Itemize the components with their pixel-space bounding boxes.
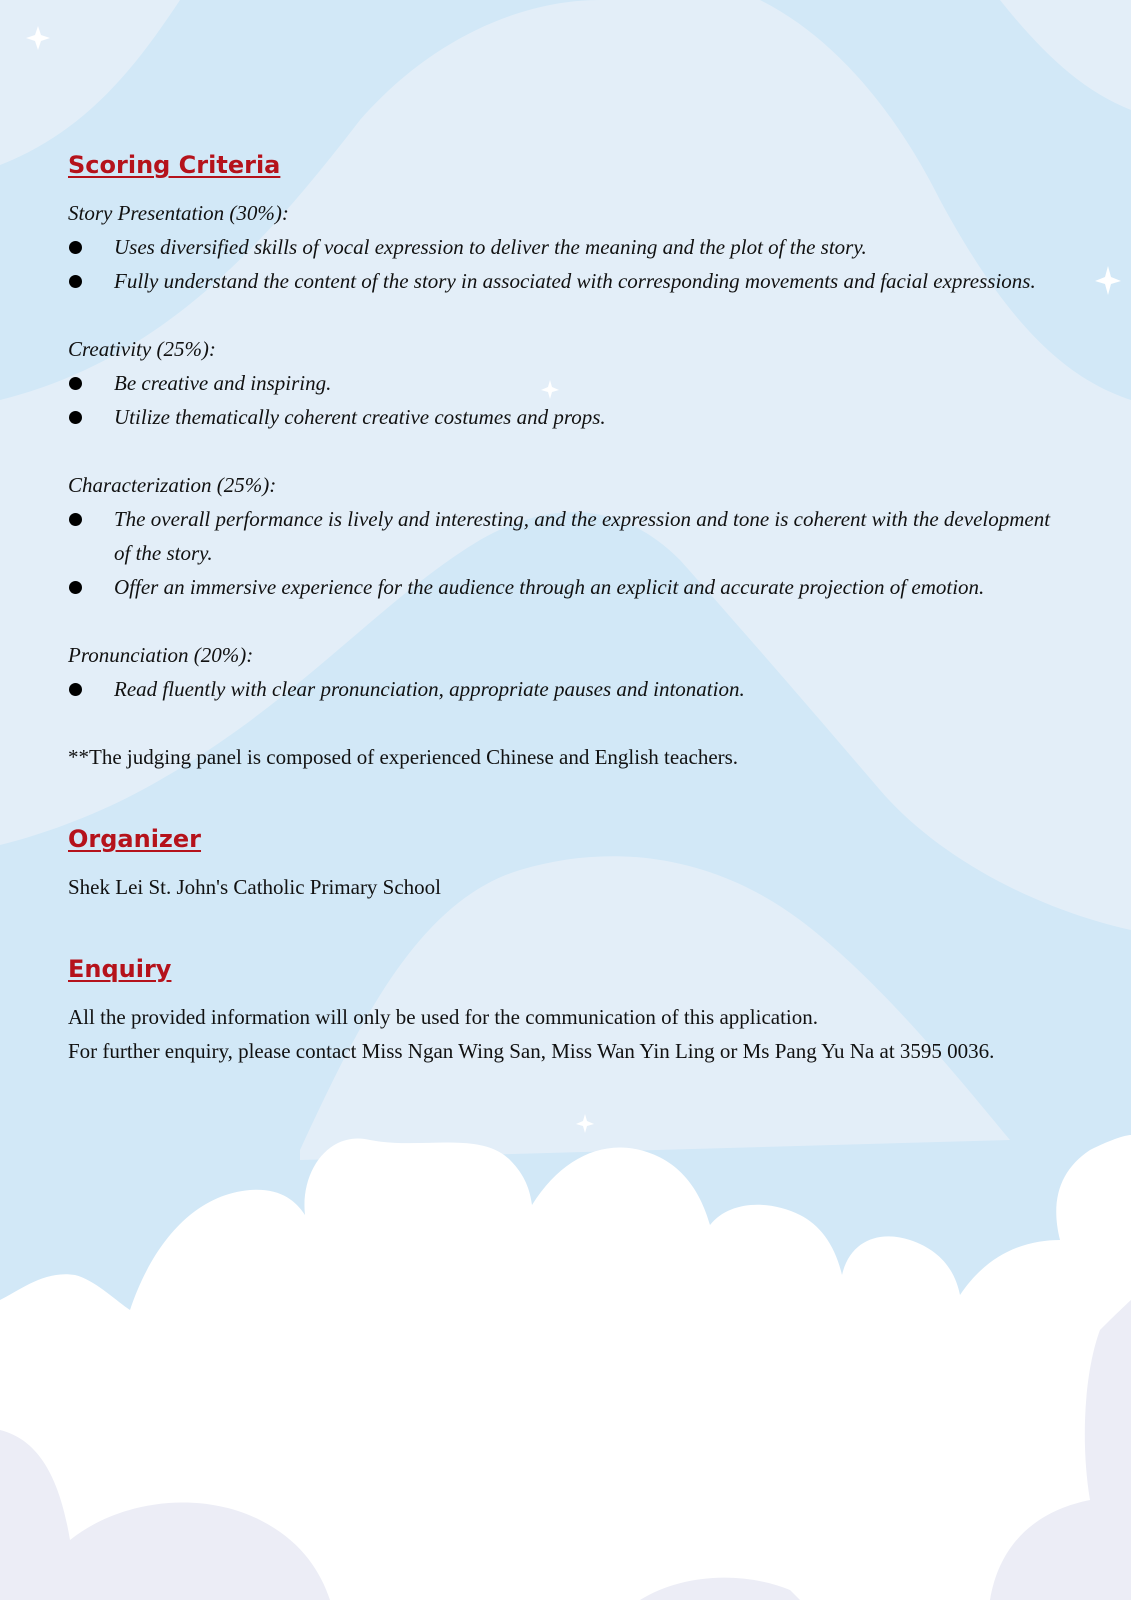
- judging-panel-note: **The judging panel is composed of experienced Chinese and English teachers.: [68, 745, 739, 769]
- organizer-heading: Organizer: [68, 825, 202, 853]
- criterion-bullet-text: Fully understand the content of the story in associated with corresponding movements and facial expressions.: [114, 269, 1036, 293]
- criterion-bullets: [68, 230, 1068, 298]
- criterion-bullet-item: [68, 264, 1068, 298]
- criterion-bullet-item: [68, 366, 1068, 400]
- criterion-title: Pronunciation (20%):: [68, 643, 254, 667]
- criterion-bullet-item: [68, 672, 1068, 706]
- bullet-dot-icon: [69, 377, 82, 390]
- bullet-dot-icon: [69, 513, 82, 526]
- criterion-title: Characterization (25%):: [68, 473, 277, 497]
- criterion-bullet-item: [68, 570, 1068, 604]
- organizer-name: Shek Lei St. John's Catholic Primary School: [68, 875, 442, 899]
- criterion-bullet-text: The overall performance is lively and interesting, and the expression and tone is coherent with the development of the story.: [114, 507, 1051, 565]
- enquiry-heading: Enquiry: [68, 955, 172, 983]
- scoring-criteria-heading: Scoring Criteria: [68, 151, 281, 179]
- criterion-bullets: [68, 672, 1068, 706]
- bullet-dot-icon: [69, 241, 82, 254]
- criterion-bullet-text: Read fluently with clear pronunciation, appropriate pauses and intonation.: [114, 677, 745, 701]
- criteria-list: [68, 196, 1068, 740]
- bullet-dot-icon: [69, 275, 82, 288]
- criterion-block: [68, 196, 1068, 332]
- enquiry-privacy-text: All the provided information will only be used for the communication of this application.: [68, 1005, 819, 1029]
- criterion-block: [68, 332, 1068, 468]
- criterion-bullets: [68, 502, 1068, 604]
- criterion-title: Story Presentation (30%):: [68, 201, 289, 225]
- criterion-bullet-item: [68, 502, 1068, 570]
- criterion-bullet-text: Utilize thematically coherent creative costumes and props.: [114, 405, 606, 429]
- bullet-dot-icon: [69, 683, 82, 696]
- criterion-block: [68, 468, 1068, 638]
- criterion-bullets: [68, 366, 1068, 434]
- bullet-dot-icon: [69, 411, 82, 424]
- criterion-bullet-text: Uses diversified skills of vocal expression to deliver the meaning and the plot of the story.: [114, 235, 867, 259]
- enquiry-contact-text: For further enquiry, please contact Miss Ngan Wing San, Miss Wan Yin Ling or Ms Pang Yu Na at 3595 0036.: [68, 1039, 995, 1063]
- criterion-title: Creativity (25%):: [68, 337, 216, 361]
- bullet-dot-icon: [69, 581, 82, 594]
- criterion-bullet-item: [68, 230, 1068, 264]
- criterion-bullet-text: Be creative and inspiring.: [114, 371, 332, 395]
- criterion-block: [68, 638, 1068, 740]
- criterion-bullet-item: [68, 400, 1068, 434]
- criterion-bullet-text: Offer an immersive experience for the audience through an explicit and accurate projection of emotion.: [114, 575, 985, 599]
- document-body: [68, 148, 1068, 1068]
